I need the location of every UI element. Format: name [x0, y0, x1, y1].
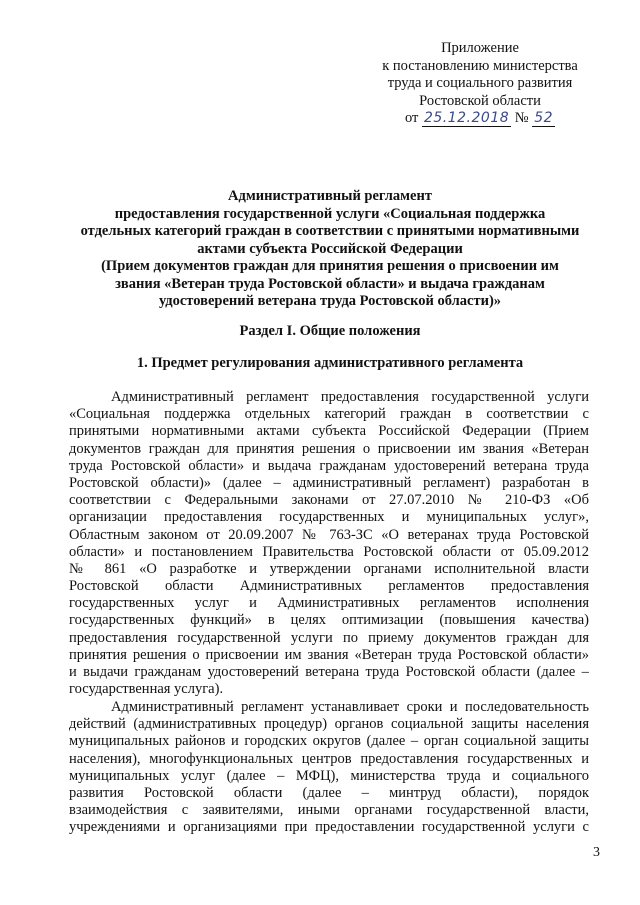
- text-line: Областным законом от 20.09.2007 № 763-ЗС «О ветеранах труда Ростовской: [69, 526, 589, 543]
- text-line: действий (административных процедур) органов социальной защиты населения: [69, 716, 589, 733]
- paragraph-2: [69, 699, 589, 837]
- title-line: удостоверений ветерана труда Ростовской области)»: [158, 293, 502, 309]
- paragraph-1: [69, 389, 589, 698]
- text-line: принятия решения о присвоении им звания «Ветеран труда Ростовской области»: [69, 646, 589, 663]
- approval-line-4: Ростовской области: [419, 92, 541, 109]
- text-line: предоставления государственной услуги по приему документов граждан для: [69, 629, 589, 646]
- date-prefix: от: [404, 110, 419, 126]
- handwritten-number: 52: [534, 110, 554, 126]
- title-line: Административный регламент: [228, 188, 432, 204]
- text-line: труда Ростовской области» и выдача гражданам удостоверений ветерана труда: [69, 457, 589, 474]
- handwritten-date: 25.12.2018: [423, 110, 510, 126]
- approval-line-3: труда и социального развития: [387, 75, 573, 91]
- text-line: области» и постановлением Правительства Ростовской области от 05.09.2012: [69, 543, 589, 560]
- text-line: взаимодействия с заявителями, иными органами государственной власти,: [69, 802, 589, 819]
- text-line: государственных функций» в целях оптимизации (повышения качества): [69, 612, 589, 629]
- title-line: отдельных категорий граждан в соответствии с принятыми нормативными: [80, 223, 580, 239]
- title-line: (Прием документов граждан для принятия решения о присвоении им: [101, 258, 559, 274]
- text-line: муниципальных районов и городских округов (далее – орган социальной защиты: [69, 733, 589, 750]
- text-line: документов граждан для принятия решения о присвоении им звания «Ветеран: [69, 440, 589, 457]
- text-line: и выдачи гражданам удостоверений ветерана труда Ростовской области (далее –: [69, 664, 589, 680]
- approval-date-line: [405, 110, 555, 128]
- text-line: принятыми нормативными актами субъекта Российской Федерации (Прием: [69, 423, 589, 440]
- text-line: Административный регламент предоставления государственной услуги: [111, 389, 589, 405]
- text-line: муниципальных услуг (далее – МФЦ), министерства труда и социального: [69, 767, 589, 784]
- title-line: актами субъекта Российской Федерации: [197, 240, 463, 257]
- text-line: государственная услуга).: [69, 681, 224, 698]
- text-line: государственных услуг и Административных регламентов исполнения: [69, 595, 589, 612]
- document-title: [60, 188, 600, 311]
- text-line: Административный регламент устанавливает сроки и последовательность: [111, 699, 589, 715]
- section-heading: Раздел I. Общие положения: [239, 323, 421, 339]
- text-line: Ростовской области Административных регламентов предоставления: [69, 578, 589, 595]
- text-line: населения), многофункциональных центров предоставления государственных и: [69, 750, 589, 767]
- approval-line-1: Приложение: [441, 40, 519, 56]
- approval-line-2: к постановлению министерства: [382, 57, 578, 74]
- page-number: 3: [593, 845, 600, 860]
- text-line: «Социальная поддержка отдельных категорий граждан в соответствии с: [69, 406, 589, 423]
- number-prefix: №: [514, 110, 529, 126]
- section-subheading: 1. Предмет регулирования административного регламента: [136, 355, 524, 371]
- approval-stamp: [360, 40, 600, 128]
- text-line: № 861 «О разработке и утверждении органами исполнительной власти: [69, 560, 589, 577]
- title-line: предоставления государственной услуги «Социальная поддержка: [114, 205, 546, 222]
- title-line: звания «Ветеран труда Ростовской области» и выдача гражданам: [115, 275, 545, 292]
- text-line: организации предоставления государственных и муниципальных услуг»,: [69, 509, 589, 526]
- text-line: учреждениями и организациями при предоставлении государственной услуги с: [69, 819, 589, 836]
- text-line: Ростовской области)» (далее – административный регламент) разработан в: [69, 474, 589, 491]
- text-line: соответствии с Федеральными законами от 27.07.2010 № 210-ФЗ «Об: [69, 492, 589, 509]
- text-line: развития Ростовской области (далее – минтруд области), порядок: [69, 784, 589, 801]
